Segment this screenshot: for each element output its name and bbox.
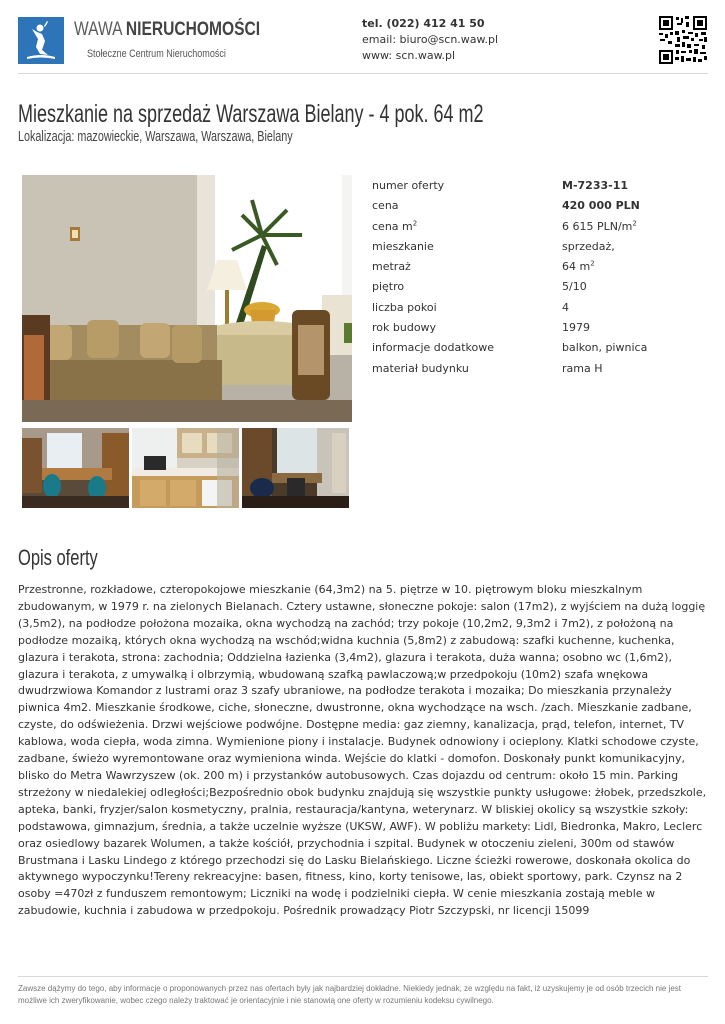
spec-label: cena [372, 199, 399, 213]
specs-table [372, 178, 672, 381]
spec-value: 1979 [562, 321, 590, 335]
spec-value: rama H [562, 361, 603, 375]
footer-disclaimer: Zawsze dążymy do tego, aby informacje o proponowanych przez nas ofertach były jak najbardziej dokładne. Niekiedy jednak, ze względu na fakt, iż uzyskujemy je od osób trzecich nie jest możliwe ich zweryfikowanie, wobec czego należy traktować je orientacyjnie i nie stanowią one oferty w rozumieniu kodeksu cywilnego. [18, 984, 682, 1005]
logo-icon[interactable] [18, 17, 64, 64]
spec-label: metraż [372, 260, 411, 274]
main-photo[interactable] [22, 175, 352, 422]
spec-value [562, 219, 637, 235]
description-heading: Opis oferty [18, 545, 98, 570]
description-text: Przestronne, rozkładowe, czteropokojowe mieszkanie (64,3m2) na 5. piętrze w 10. piętrowym bloku mieszkalnym zbudowanym, w 1979 r. na zielonych Bielanach. Cztery ustawne, słoneczne pokoje: salon (17m2), z wyjściem na dużą loggię (3,5m2), na podłodze położona mozaika, okna wychodzą na zachód; trzy pokoje (10,2m2, 9,3m2 i 7m2), z położoną na podłodze mozaiką, których okna wychodzą na wschód;widna kuchnia (5,8m2) z zabudową: szafki kuchenne, kuchenka, glazura i terakota, strona: zachodnia; Oddzielna łazienka (3,4m2), glazura i terakota, duża wanna; osobno wc (1,6m2), glazura i terakota, z umywalką i olbrzymią, wbudowaną szafką pawlaczową;w przedpokoju (10m2) szafa wnękowa dwudrzwiowa Komandor z lustrami oraz 3 szafy ubraniowe, na podłodze terakota i mozaika; Do mieszkania przynależy piwnica 4m2. Mieszkanie środkowe, ciche, słoneczne, dwustronne, okna wychodzące na wsch. /zach. Mieszkanie zadbane, czyste, do odświeżenia. Drzwi wejściowe podwójne. Dostępne media: gaz ziemny, kanalizacja, prąd, telefon, internet, TV kablowa, woda ciepła, woda zimna. Wymienione piony i instalacje. Budynek odnowiony i ocieplony. Klatki schodowe czyste, zadbane, świeżo wyremontowane oraz wymieniona winda. Wejście do klatki - domofon. Doskonały punkt komunikacyjny, blisko do Metra Wawrzyszew (ok. 200 m) i przystanków autobusowych. Czas dojazdu od centrum: około 15 min. Parking strzeżony w niedalekiej odległości;Bezpośrednio obok budynku znajdują się wszystkie punkty usługowe: żłobek, przedszkole, apteka, banki, fryzjer/salon kosmetyczny, pralnia, restauracja/kantyna, weterynarz. W bliskiej okolicy są wszystkie szkoły: podstawowa, gimnazjum, średnia, a także uczelnie wyższe (UKSW, AWF). W pobliżu markety: Lidl, Biedronka, Makro, Leclerc oraz osiedlowy bazarek Wolumen, a także kościół, przychodnia i szpital. Budynek w otoczeniu zieleni, 300m od stawów Brustmana i Lasku Lindego z którego przechodzi się do Lasku Bielańskiego. Liczne ścieżki rowerowe, doskonała okolica do aktywnego wypoczynku!Tereny rekreacyjne: basen, fitness, kino, korty tenisowe, las, obiekt sportowy, park. Czynsz na 2 osoby =470zł z funduszem remontowym; Liczniki na wodę i podzielniki ciepła. W cenie mieszkania zostają meble w zabudowie, kuchnia i zabudowa w przedpokoju. Pośrednik prowadzący Piotr Szczypski, nr licencji 15099 [18, 583, 707, 918]
spec-row-rooms [372, 300, 672, 320]
spec-label: mieszkanie [372, 239, 434, 253]
spec-label [372, 219, 417, 235]
brand-name-bold: NIERUCHOMOŚCI [125, 19, 261, 40]
spec-value: 420 000 PLN [562, 199, 640, 213]
spec-row-price-m2 [372, 219, 672, 239]
listing-location: Lokalizacja: mazowieckie, Warszawa, Warszawa, Bielany [18, 128, 293, 145]
spec-label: piętro [372, 280, 405, 294]
thumbnail-photo[interactable] [242, 428, 349, 508]
spec-row-year [372, 320, 672, 340]
spec-label-superscript: 2 [412, 218, 418, 227]
contact-block [362, 16, 498, 64]
spec-row-offer-number [372, 178, 672, 198]
contact-website[interactable]: www: scn.waw.pl [362, 49, 456, 62]
header-divider [18, 73, 708, 74]
spec-value-text: 6 615 PLN/m [562, 219, 633, 233]
spec-value-text: 64 m [562, 260, 591, 274]
spec-label: liczba pokoi [372, 300, 437, 314]
spec-label: rok budowy [372, 321, 437, 335]
spec-row-floor [372, 279, 672, 299]
thumbnail-photo[interactable] [132, 428, 239, 508]
spec-row-apartment [372, 239, 672, 259]
spec-label: materiał budynku [372, 361, 469, 375]
qr-code-icon [659, 16, 707, 64]
contact-phone[interactable]: tel. (022) 412 41 50 [362, 17, 485, 30]
spec-row-price [372, 198, 672, 218]
spec-row-extra [372, 340, 672, 360]
thumbnail-photo[interactable] [22, 428, 129, 508]
contact-email[interactable]: email: biuro@scn.waw.pl [362, 33, 499, 46]
spec-label: numer oferty [372, 179, 445, 192]
spec-label-text: cena m [372, 219, 413, 233]
spec-row-area [372, 259, 672, 279]
spec-row-material [372, 361, 672, 381]
spec-value: 5/10 [562, 280, 587, 294]
brand-subtitle: Stołeczne Centrum Nieruchomości [87, 48, 226, 60]
listing-title: Mieszkanie na sprzedaż Warszawa Bielany - 4 pok. 64 m2 [18, 100, 484, 128]
spec-value: balkon, piwnica [562, 341, 648, 355]
spec-value: sprzedaż, [562, 239, 615, 253]
brand-name-light: WAWA [74, 19, 126, 40]
footer-divider [18, 976, 708, 977]
spec-value: 4 [562, 300, 569, 314]
spec-label: informacje dodatkowe [372, 341, 495, 355]
page-header [0, 0, 725, 74]
brand-name[interactable] [74, 19, 260, 41]
spec-value: M-7233-11 [562, 179, 628, 192]
spec-value-superscript: 2 [590, 259, 595, 268]
spec-value [562, 259, 595, 275]
spec-value-superscript: 2 [632, 218, 637, 227]
